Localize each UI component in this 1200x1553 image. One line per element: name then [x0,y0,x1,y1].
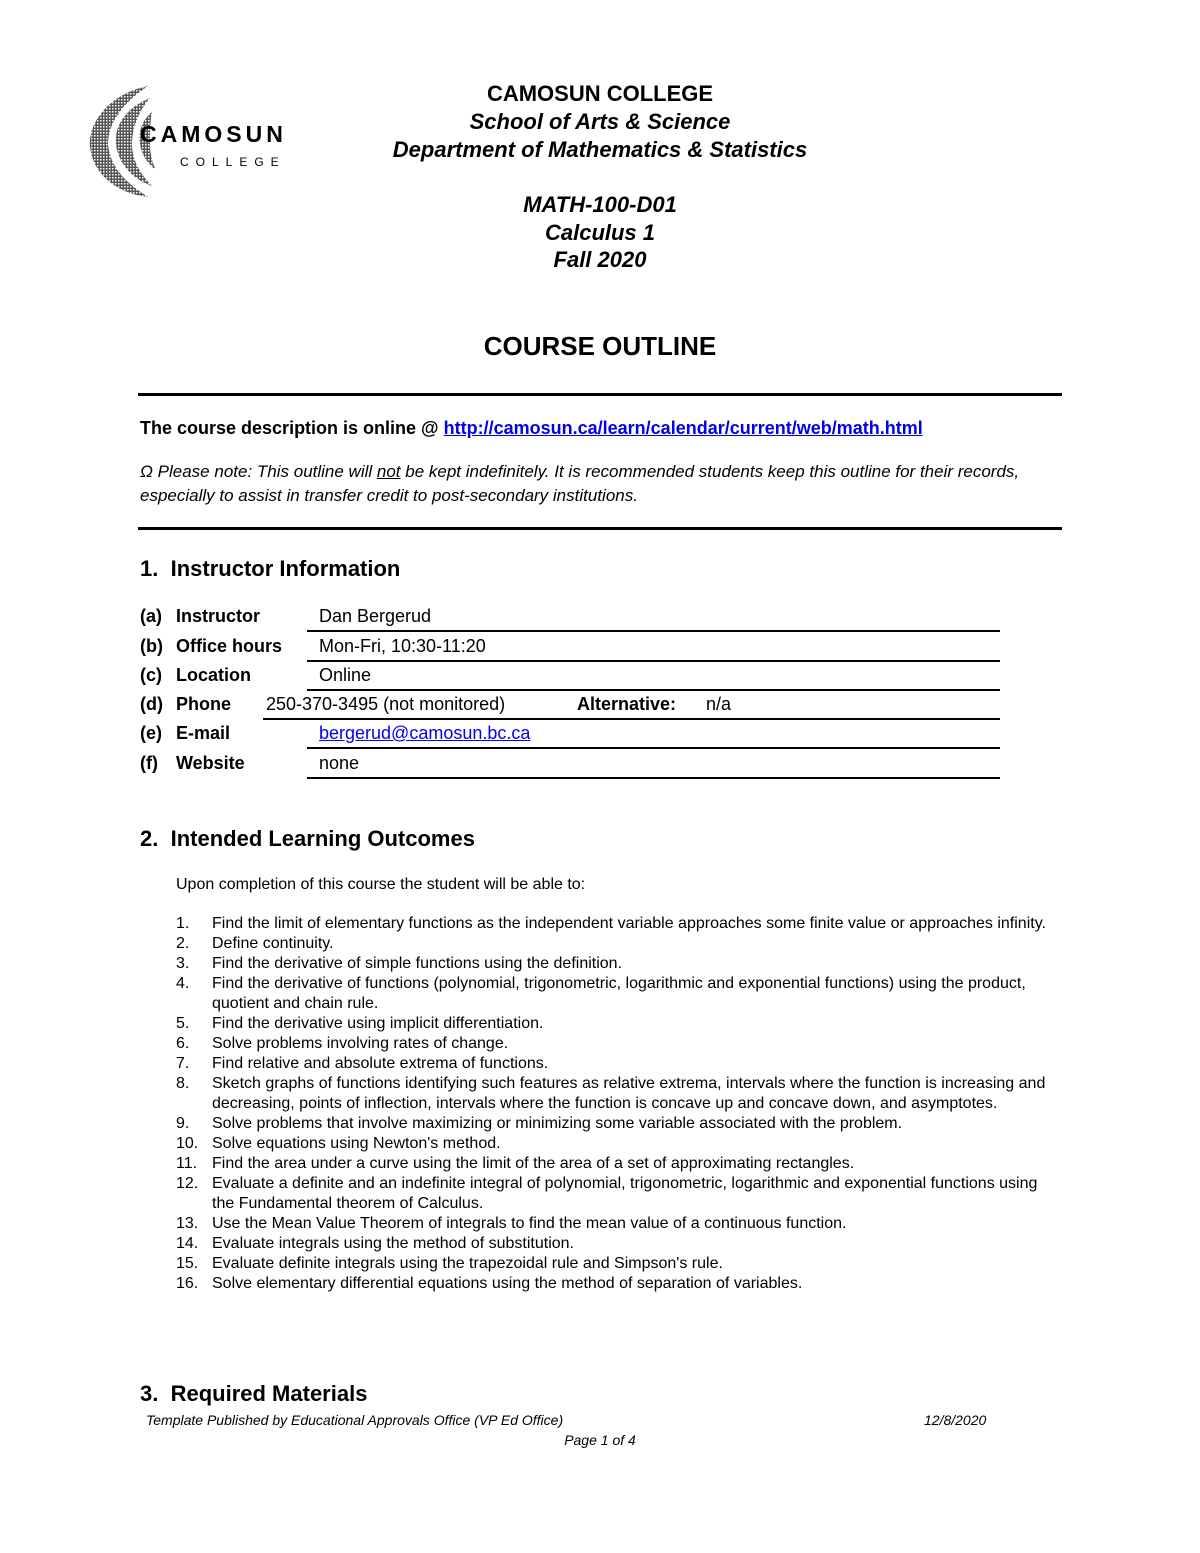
note-text-after: be kept indefinitely. It is recommended students keep this outline for their records, especially to assist in transfer credit to post-secondary institutions. [140,462,1020,505]
list-item-number: 10. [176,1135,199,1152]
outcomes-list [176,914,1056,1294]
list-item-number: 6. [176,1035,190,1052]
row-location-label [140,665,251,686]
retention-note [140,460,1065,508]
field-underline [307,689,1000,691]
alternative-label: Alternative: [577,694,677,714]
phone-value: 250-370-3495 (not monitored) [266,694,506,714]
section-title: Required Materials [170,1381,368,1406]
list-item-text: Find the derivative of functions (polynomial, trigonometric, logarithmic and exponential functions) using the product, quotient and chain rule. [212,975,1026,1012]
row-phone-label [140,694,231,715]
row-label: Location [176,665,251,685]
course-code: MATH-100-D01 [523,192,677,217]
list-item [176,1274,1056,1294]
list-item [176,1154,1056,1174]
outcomes-intro: Upon completion of this course the student will be able to: [176,876,586,893]
list-item-number: 14. [176,1235,199,1252]
list-item [176,1134,1056,1154]
field-underline [263,718,1000,720]
list-item-text: Find the limit of elementary functions as the independent variable approaches some finite value or approaches infinity. [212,915,1046,932]
row-label: E-mail [176,723,231,743]
list-item [176,1074,1056,1114]
list-item-text: Evaluate definite integrals using the trapezoidal rule and Simpson's rule. [212,1255,723,1272]
field-underline [307,630,1000,632]
footer-page-number: Page 1 of 4 [564,1432,636,1448]
alternative-value: n/a [706,694,732,714]
list-item-text: Solve elementary differential equations using the method of separation of variables. [212,1275,803,1292]
list-item-text: Solve problems involving rates of change. [212,1035,509,1052]
note-underlined: not [376,462,401,481]
website-value: none [319,753,360,773]
field-underline [307,747,1000,749]
location-value: Online [319,665,372,685]
list-item [176,974,1056,1014]
row-letter: (a) [140,606,162,626]
note-symbol-icon: Ω [140,462,153,481]
list-item-number: 8. [176,1075,190,1092]
office-hours-value: Mon-Fri, 10:30-11:20 [319,636,486,656]
field-underline [307,660,1000,662]
list-item [176,1214,1056,1234]
logo-wordmark: CAMOSUN [140,121,287,147]
field-underline [307,777,1000,779]
row-label: Instructor [176,606,261,626]
list-item [176,1174,1056,1214]
list-item-text: Sketch graphs of functions identifying such features as relative extrema, intervals where the function is increasing and decreasing, points of inflection, intervals where the function is concave up and concave down, and asymptotes. [212,1075,1046,1112]
list-item-number: 12. [176,1175,199,1192]
row-letter: (e) [140,723,162,743]
list-item-number: 3. [176,955,190,972]
row-email-label [140,723,230,744]
course-description-label: The course description is online @ [140,418,439,438]
list-item-number: 11. [176,1155,198,1172]
list-item-number: 15. [176,1255,199,1272]
list-item-number: 13. [176,1215,199,1232]
list-item [176,1114,1056,1134]
list-item-number: 1. [176,915,190,932]
logo-subtext: COLLEGE [180,155,286,169]
row-letter: (b) [140,636,163,656]
list-item [176,1034,1056,1054]
footer-date: 12/8/2020 [924,1412,987,1428]
list-item [176,1014,1056,1034]
school-name: School of Arts & Science [469,109,731,134]
row-label: Phone [176,694,232,714]
list-item [176,1254,1056,1274]
divider [138,527,1062,530]
row-label: Office hours [176,636,283,656]
email-link[interactable]: bergerud@camosun.bc.ca [319,723,531,743]
section-heading-instructor [140,556,400,582]
list-item [176,914,1056,934]
list-item-text: Find the derivative using implicit differentiation. [212,1015,544,1032]
list-item-number: 16. [176,1275,199,1292]
course-description-link[interactable]: http://camosun.ca/learn/calendar/current/web/math.html [443,418,923,438]
row-office-hours-label [140,636,282,657]
row-letter: (d) [140,694,163,714]
list-item-number: 5. [176,1015,190,1032]
list-item-text: Find the area under a curve using the limit of the area of a set of approximating rectangles. [212,1155,855,1172]
section-heading-materials [140,1381,367,1407]
section-number: 2. [140,826,159,851]
list-item-number: 7. [176,1055,190,1072]
section-heading-outcomes [140,826,475,852]
department-name: Department of Mathematics & Statistics [392,137,808,162]
divider [138,393,1062,396]
section-title: Intended Learning Outcomes [170,826,475,851]
list-item-text: Solve problems that involve maximizing or minimizing some variable associated with the problem. [212,1115,903,1132]
list-item-text: Solve equations using Newton's method. [212,1135,501,1152]
list-item-number: 9. [176,1115,190,1132]
course-name: Calculus 1 [544,220,656,245]
list-item [176,954,1056,974]
course-description-line [140,418,923,439]
row-instructor-label [140,606,260,627]
list-item-text: Define continuity. [212,935,334,952]
list-item-number: 4. [176,975,190,992]
instructor-value: Dan Bergerud [319,606,432,626]
list-item-text: Use the Mean Value Theorem of integrals to find the mean value of a continuous function. [212,1215,847,1232]
row-website-label [140,753,245,774]
footer-template-note: Template Published by Educational Approvals Office (VP Ed Office) [146,1412,564,1428]
list-item [176,1234,1056,1254]
note-text-before: Please note: This outline will [152,462,377,481]
college-name: CAMOSUN COLLEGE [486,81,714,106]
list-item-number: 2. [176,935,190,952]
course-term: Fall 2020 [553,247,647,272]
list-item [176,934,1056,954]
section-number: 1. [140,556,159,581]
row-letter: (f) [140,753,158,773]
section-number: 3. [140,1381,159,1406]
section-title: Instructor Information [170,556,401,581]
list-item-text: Evaluate a definite and an indefinite integral of polynomial, trigonometric, logarithmic and exponential functions using the Fundamental theorem of Calculus. [212,1175,1038,1212]
row-letter: (c) [140,665,162,685]
list-item-text: Find the derivative of simple functions using the definition. [212,955,623,972]
list-item-text: Find relative and absolute extrema of functions. [212,1055,549,1072]
list-item [176,1054,1056,1074]
document-title: COURSE OUTLINE [483,331,717,361]
row-label: Website [176,753,245,773]
list-item-text: Evaluate integrals using the method of substitution. [212,1235,574,1252]
